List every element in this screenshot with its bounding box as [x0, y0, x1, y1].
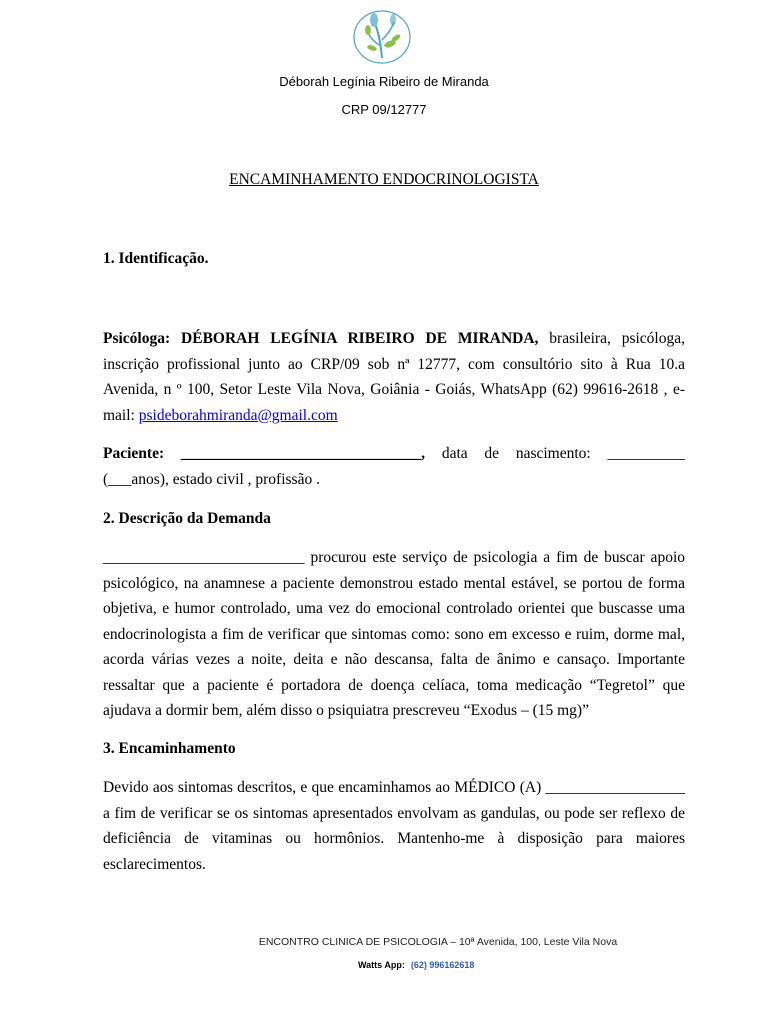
footer-whatsapp: [358, 960, 474, 970]
section-demanda-heading: 2. Descrição da Demanda: [103, 510, 271, 527]
section-encaminhamento-heading: 3. Encaminhamento: [103, 740, 236, 757]
whatsapp-number: (62) 996162618: [410, 960, 475, 970]
paciente-text: data de nascimento: __________ (___anos), estado civil , profissão .: [103, 445, 686, 488]
psicologa-paragraph: [103, 326, 685, 428]
paciente-paragraph: [103, 441, 685, 492]
footer-clinic: ENCONTRO CLINICA DE PSICOLOGIA – 10ª Avenida, 100, Leste Vila Nova: [258, 936, 618, 948]
whatsapp-label: Watts App:: [358, 960, 405, 970]
document-title: ENCAMINHAMENTO ENDOCRINOLOGISTA: [229, 171, 539, 188]
encaminhamento-paragraph: Devido aos sintomas descritos, e que encaminhamos ao MÉDICO (A) __________________ a fim de verificar se os sintomas apresentados envolvam as gandulas, ou pode ser reflexo de deficiência de vitaminas ou hormônios. Mantenho-me à disposição para maiores esclarecimentos.: [103, 779, 685, 873]
email-link[interactable]: psideborahmiranda@gmail.com: [138, 406, 338, 424]
psicologa-name: DÉBORAH LEGÍNIA RIBEIRO DE MIRANDA,: [181, 330, 539, 347]
psicologa-text: brasileira, psicóloga, inscrição profissional junto ao CRP/09 sob nª 12777, com consultório sito à Rua 10.a Avenida, n º 100, Setor Leste Vila Nova, Goiânia - Goiás, WhatsApp (62) 99616-2618 , e-mail:: [103, 330, 685, 424]
psicologa-label: Psicóloga:: [103, 330, 171, 347]
header-crp: CRP 09/12777: [341, 102, 427, 117]
header-name: Déborah Legínia Ribeiro de Miranda: [279, 74, 489, 89]
clinic-logo: [352, 8, 412, 66]
demanda-paragraph: __________________________ procurou este serviço de psicologia a fim de buscar apoio psicológico, na anamnese a paciente demonstrou estado mental estável, se portou de forma objetiva, e humor controlado, uma vez do emocional controlado orientei que buscasse uma endocrinologista a fim de verificar que sintomas como: sono em excesso e ruim, dorme mal, acorda várias vezes a noite, deita e não descansa, falta de ânimo e cansaço. Importante ressaltar que a paciente é portadora de doença celíaca, toma medicação “Tegretol” que ajudava a dormir bem, além disso o psiquiatra prescreveu “Exodus – (15 mg)”: [103, 549, 685, 719]
paciente-label: Paciente: _______________________________,: [103, 445, 426, 462]
section-identificacao-heading: 1. Identificação.: [103, 250, 209, 267]
